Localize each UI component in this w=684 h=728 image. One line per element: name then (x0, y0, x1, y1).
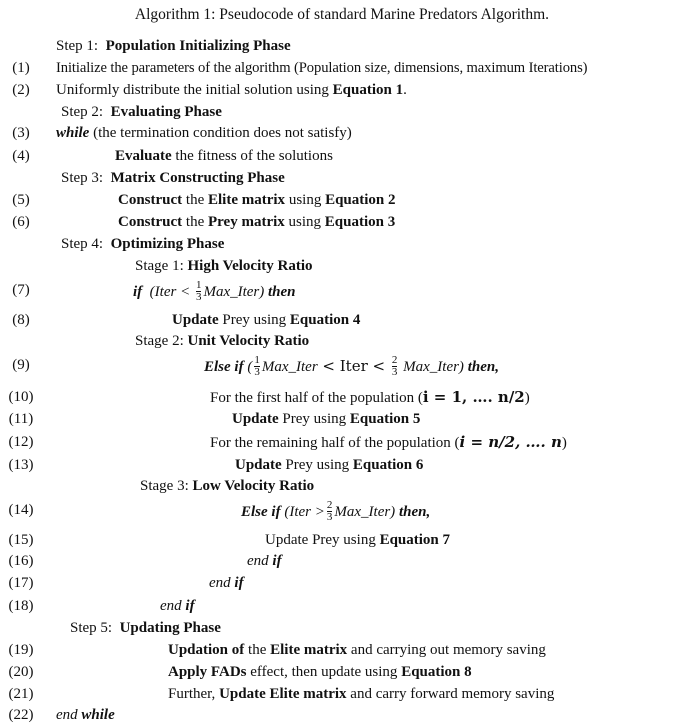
line-9-fraction-1 (254, 355, 260, 378)
stage-1-name: High Velocity Ratio (187, 258, 313, 274)
line-number-12: (12) (8, 434, 34, 450)
line-number-20: (20) (8, 664, 34, 680)
line-21-pre: Further, (168, 686, 220, 702)
line-1: Initialize the parameters of the algorithm (Population size, dimensions, maximum Iterations) (56, 60, 588, 76)
line-19 (168, 641, 546, 659)
line-9-fraction-2 (392, 355, 398, 378)
line-5-equation: Equation 2 (325, 192, 396, 208)
line-7-frac-num: 1 (195, 279, 202, 291)
step-5-prefix: Step 5: (70, 620, 113, 636)
stage-1-prefix: Stage 1: (135, 258, 184, 274)
line-10-text: For the first half of the population ( (210, 390, 423, 406)
line-19-post: and carrying out memory saving (347, 642, 546, 658)
line-9-frac1-den: 3 (254, 366, 260, 378)
line-number-9: (9) (12, 357, 30, 373)
step-2-name: Evaluating Phase (110, 104, 222, 120)
step-4-heading (61, 235, 224, 253)
line-15 (265, 531, 450, 549)
line-9-open: ( (243, 358, 253, 375)
line-20 (168, 663, 472, 681)
line-9-max-iter-1: Max_Iter (261, 358, 318, 375)
line-11-keyword: Update (232, 411, 279, 427)
line-7-then: then (268, 283, 296, 300)
line-number-2: (2) (12, 82, 30, 98)
line-number-4: (4) (12, 148, 30, 164)
line-2-equation: Equation 1 (332, 82, 404, 98)
line-7 (133, 281, 296, 304)
stage-2-name: Unit Velocity Ratio (187, 333, 310, 349)
line-13-mid: Prey using (281, 457, 353, 473)
line-7-frac-den: 3 (195, 291, 202, 303)
line-14-open: (Iter > (280, 503, 325, 520)
line-9-frac1-num: 1 (254, 354, 260, 366)
line-18-end: end (160, 598, 186, 614)
step-3-heading (61, 169, 285, 187)
line-number-15: (15) (8, 532, 34, 548)
line-21-post: and carry forward memory saving (346, 686, 555, 702)
line-12-expression: i = n/2, …. n (459, 433, 562, 451)
line-15-equation: Equation 7 (379, 532, 451, 548)
line-6-keyword: Construct (118, 214, 183, 230)
line-4 (115, 147, 333, 165)
algorithm-title: Algorithm 1: Pseudocode of standard Marine Predators Algorithm. (134, 6, 550, 23)
stage-3-prefix: Stage 3: (140, 478, 189, 494)
line-17-end: end (209, 575, 235, 591)
line-10-post: ) (524, 390, 530, 406)
line-9-frac2-den: 3 (391, 366, 398, 378)
line-5-object: Elite matrix (208, 192, 286, 208)
line-22-end: end (56, 707, 82, 723)
step-1-prefix: Step 1: (56, 38, 99, 54)
line-number-21: (21) (8, 686, 34, 702)
step-3-name: Matrix Constructing Phase (110, 170, 285, 186)
stage-2-prefix: Stage 2: (135, 333, 184, 349)
line-17 (209, 574, 244, 592)
line-5-using: using (285, 192, 326, 208)
line-14-keyword: Else if (241, 503, 281, 520)
line-6-using: using (284, 214, 325, 230)
line-13 (235, 456, 423, 474)
line-8-equation: Equation 4 (289, 312, 361, 328)
line-number-6: (6) (12, 214, 30, 230)
line-2-post: . (403, 82, 407, 98)
line-5 (118, 191, 396, 209)
line-16 (247, 552, 282, 570)
line-16-keyword: if (272, 553, 282, 569)
line-4-keyword: Evaluate (115, 148, 172, 164)
line-7-condition-close: Max_Iter) (203, 283, 265, 300)
step-1-heading (56, 37, 291, 55)
line-8-mid: Prey using (218, 312, 290, 328)
line-14-close: Max_Iter) (334, 503, 396, 520)
line-number-22: (22) (8, 707, 34, 723)
line-8-keyword: Update (172, 312, 219, 328)
step-5-name: Updating Phase (119, 620, 221, 636)
step-4-prefix: Step 4: (61, 236, 104, 252)
line-16-end: end (247, 553, 273, 569)
step-3-prefix: Step 3: (61, 170, 104, 186)
stage-3-name: Low Velocity Ratio (192, 478, 315, 494)
line-14 (241, 501, 430, 524)
line-5-keyword: Construct (118, 192, 183, 208)
line-22 (56, 706, 115, 724)
line-number-19: (19) (8, 642, 34, 658)
line-11-equation: Equation 5 (349, 411, 421, 427)
line-18-keyword: if (185, 598, 195, 614)
line-11-mid: Prey using (278, 411, 350, 427)
line-9-keyword: Else if (204, 358, 244, 375)
line-number-13: (13) (8, 457, 34, 473)
line-21 (168, 685, 554, 703)
line-number-8: (8) (12, 312, 30, 328)
line-2-text: Uniformly distribute the initial solution using (56, 82, 333, 98)
line-19-object: Elite matrix (270, 642, 348, 658)
line-11 (232, 410, 420, 428)
line-19-keyword: Updation of (168, 642, 245, 658)
line-number-7: (7) (12, 282, 30, 298)
line-7-fraction (196, 280, 202, 303)
step-1-name: Population Initializing Phase (105, 38, 291, 54)
line-6-equation: Equation 3 (324, 214, 396, 230)
line-14-then: then, (395, 503, 431, 520)
line-number-11: (11) (8, 411, 34, 427)
stage-1-heading (135, 257, 313, 275)
line-12-post: ) (561, 435, 567, 451)
line-10-expression: i = 1, …. n/2 (422, 388, 525, 406)
step-4-name: Optimizing Phase (110, 236, 225, 252)
line-12 (210, 433, 567, 452)
line-20-equation: Equation 8 (401, 664, 472, 680)
line-9-then: then, (463, 358, 499, 375)
step-5-heading (70, 619, 221, 637)
line-3 (56, 124, 352, 142)
line-2 (56, 81, 407, 99)
line-17-keyword: if (234, 575, 244, 591)
line-number-16: (16) (8, 553, 34, 569)
line-12-text: For the remaining half of the population ( (210, 435, 460, 451)
line-number-1: (1) (12, 60, 30, 76)
line-20-keyword: Apply FADs (168, 664, 247, 680)
line-13-keyword: Update (235, 457, 282, 473)
line-number-17: (17) (8, 575, 34, 591)
line-14-fraction (327, 500, 333, 523)
line-7-keyword: if (133, 283, 143, 300)
line-19-mid: the (244, 642, 271, 658)
line-9-inequality: < Iter < (317, 356, 390, 375)
line-number-3: (3) (12, 125, 30, 141)
line-9-frac2-num: 2 (391, 354, 398, 366)
line-18 (160, 597, 195, 615)
line-9 (204, 356, 499, 379)
step-2-prefix: Step 2: (61, 104, 104, 120)
line-22-keyword: while (81, 707, 115, 723)
line-8 (172, 311, 360, 329)
line-4-text: the fitness of the solutions (171, 148, 333, 164)
line-15-text: Update Prey using (265, 532, 380, 548)
line-13-equation: Equation 6 (352, 457, 424, 473)
line-3-keyword: while (56, 125, 90, 141)
line-10 (210, 388, 530, 407)
line-5-mid: the (182, 192, 208, 208)
line-6-object: Prey matrix (208, 214, 285, 230)
stage-2-heading (135, 332, 309, 350)
line-number-14: (14) (8, 502, 34, 518)
line-number-10: (10) (8, 389, 34, 405)
line-21-keyword: Update Elite matrix (219, 686, 347, 702)
line-20-mid: effect, then update using (246, 664, 402, 680)
stage-3-heading (140, 477, 314, 495)
line-6-mid: the (182, 214, 208, 230)
line-14-frac-num: 2 (326, 499, 333, 511)
line-14-frac-den: 3 (326, 511, 333, 523)
line-9-max-iter-2: Max_Iter) (399, 358, 464, 375)
line-6 (118, 213, 395, 231)
line-number-5: (5) (12, 192, 30, 208)
line-number-18: (18) (8, 598, 34, 614)
line-7-condition-open: (Iter < (149, 283, 191, 300)
line-3-text: (the termination condition does not satisfy) (89, 125, 352, 141)
step-2-heading (61, 103, 222, 121)
